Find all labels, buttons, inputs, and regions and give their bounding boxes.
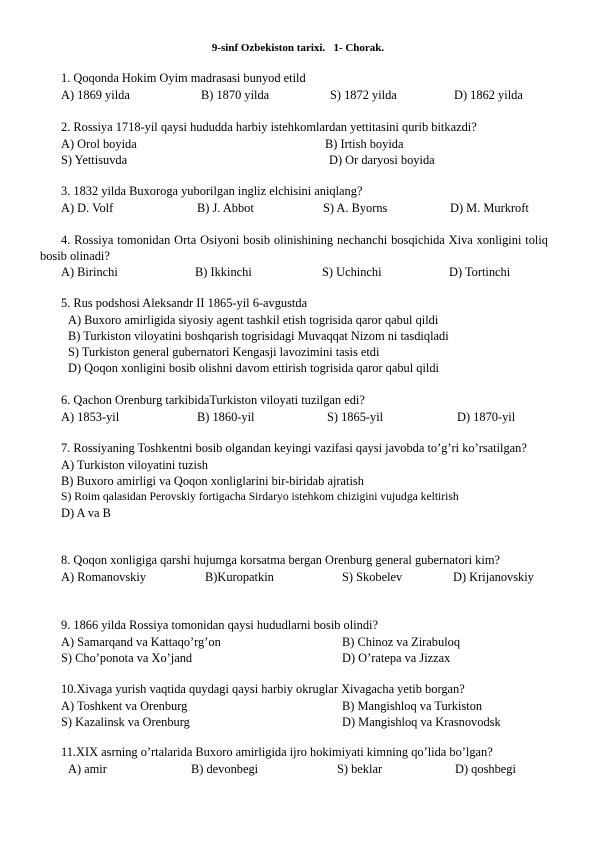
option-d: D) qoshbegi <box>455 761 516 776</box>
option-b: B) Ikkinchi <box>195 265 252 279</box>
options-row <box>40 136 548 152</box>
option-a: A) Birinchi <box>61 265 118 279</box>
question-stem: 8. Qoqon xonligiga qarshi hujumga korsatma bergan Orenburg general gubernatori kim? <box>61 553 500 567</box>
question-4 <box>40 233 548 280</box>
question-stem: 3. 1832 yilda Buxoroga yuborilgan ingliz elchisini aniqlang? <box>61 184 363 198</box>
question-stem: 9. 1866 yilda Rossiya tomonidan qaysi hududlarni bosib olindi? <box>61 618 378 632</box>
option-s: S) A. Byorns <box>323 200 388 215</box>
options-row <box>40 409 548 425</box>
option-a: A) D. Volf <box>61 200 114 215</box>
options-row <box>40 200 548 216</box>
option-b: B)Kuropatkin <box>205 569 274 584</box>
question-stem: 11.XIX asrning o’rtalarida Buxoro amirligida ijro hokimiyati kimning qo’lida bo’lgan? <box>61 745 493 759</box>
option-b: B) J. Abbot <box>197 200 254 215</box>
options-row <box>40 264 548 280</box>
option-s: S) 1865-yil <box>327 409 384 424</box>
options-row <box>40 714 548 730</box>
question-stem: 4. Rossiya tomonidan Orta Osiyoni bosib olinishining nechanchi bosqichida Xiva xonligini toliq bosib olinadi? <box>40 233 548 263</box>
option-d: D) O’ratepa va Jizzax <box>342 650 451 665</box>
question-stem: 7. Rossiyaning Toshkentni bosib olgandan keyingi vazifasi qaysi javobda to’g’ri ko’rsatilgan? <box>61 441 527 455</box>
question-6 <box>40 393 548 425</box>
option-d: D) Or daryosi boyida <box>329 152 435 167</box>
options-row <box>40 761 548 777</box>
option-d: D) Qoqon xonligini bosib olishni davom ettirish togrisida qaror qabul qildi <box>68 360 439 375</box>
option-d: D) Tortinchi <box>449 265 511 279</box>
question-stem: 6. Qachon Orenburg tarkibidaTurkiston viloyati tuzilgan edi? <box>61 393 365 407</box>
option-a: A) Toshkent va Orenburg <box>61 698 188 713</box>
option-a: A) Romanovskiy <box>61 569 147 584</box>
question-stem: 5. Rus podshosi Aleksandr II 1865-yil 6-avgustda <box>61 296 308 310</box>
option-b: B) 1860-yil <box>197 409 255 424</box>
question-stem: 2. Rossiya 1718-yil qaysi hududda harbiy istehkomlardan yettitasini qurib bitkazdi? <box>61 120 477 134</box>
options-row <box>40 152 548 168</box>
question-10 <box>40 682 548 730</box>
question-8 <box>40 553 548 585</box>
question-2 <box>40 120 548 168</box>
option-a: A) Turkiston viloyatini tuzish <box>61 457 208 472</box>
option-s: S) Yettisuvda <box>61 152 128 167</box>
options-row <box>40 634 548 650</box>
option-d: D) 1862 yilda <box>454 87 523 102</box>
options-row <box>40 87 548 103</box>
option-d: D) Krijanovskiy <box>453 569 534 584</box>
option-s: S) Turkiston general gubernatori Kengasji lavozimini tasis etdi <box>68 344 380 359</box>
option-b: B) 1870 yilda <box>201 87 270 102</box>
option-a: A) Orol boyida <box>61 136 137 151</box>
option-a: A) amir <box>68 761 107 776</box>
question-3 <box>40 184 548 216</box>
option-s: S) 1872 yilda <box>330 87 397 102</box>
options-row <box>40 650 548 666</box>
page-header: 9-sinf Ozbekiston tarixi. 1- Chorak. <box>211 42 385 54</box>
option-s: S) Uchinchi <box>322 265 382 279</box>
option-s: S) Cho’ponota va Xo’jand <box>61 650 193 665</box>
option-a: A) 1869 yilda <box>61 87 130 102</box>
option-s: S) Roim qalasidan Perovskiy fortigacha Sirdaryo istehkom chizigini vujudga keltirish <box>61 489 459 503</box>
question-11 <box>40 745 548 777</box>
option-s: S) Kazalinsk va Orenburg <box>61 714 190 729</box>
question-stem: 10.Xivaga yurish vaqtida quydagi qaysi harbiy okruglar Xivagacha yetib borgan? <box>61 682 465 696</box>
option-b: B) Mangishloq va Turkiston <box>342 698 483 713</box>
option-b: B) Buxoro amirligi va Qoqon xonliglarini bir-biridab ajratish <box>61 473 364 488</box>
option-b: B) Chinoz va Zirabuloq <box>342 634 461 649</box>
option-s: S) beklar <box>337 761 383 776</box>
question-5 <box>40 296 548 376</box>
option-a: A) Samarqand va Kattaqo’rg’on <box>61 634 221 649</box>
option-d: D) A va B <box>61 505 111 520</box>
question-stem: 1. Qoqonda Hokim Oyim madrasasi bunyod etild <box>61 71 306 85</box>
option-b: B) devonbegi <box>191 761 259 776</box>
question-1 <box>40 71 548 103</box>
option-d: D) Mangishloq va Krasnovodsk <box>342 714 501 729</box>
option-b: B) Irtish boyida <box>325 136 404 151</box>
question-9 <box>40 618 548 666</box>
options-row <box>40 698 548 714</box>
option-a: A) 1853-yil <box>61 409 120 424</box>
option-d: D) 1870-yil <box>457 409 516 424</box>
option-d: D) M. Murkroft <box>450 200 529 215</box>
options-row <box>40 569 548 585</box>
question-7 <box>40 441 548 521</box>
option-a: A) Buxoro amirligida siyosiy agent tashkil etish togrisida qaror qabul qildi <box>68 312 439 327</box>
option-s: S) Skobelev <box>342 569 403 584</box>
option-b: B) Turkiston viloyatini boshqarish togrisidagi Muvaqqat Nizom ni tasdiqladi <box>68 328 449 343</box>
